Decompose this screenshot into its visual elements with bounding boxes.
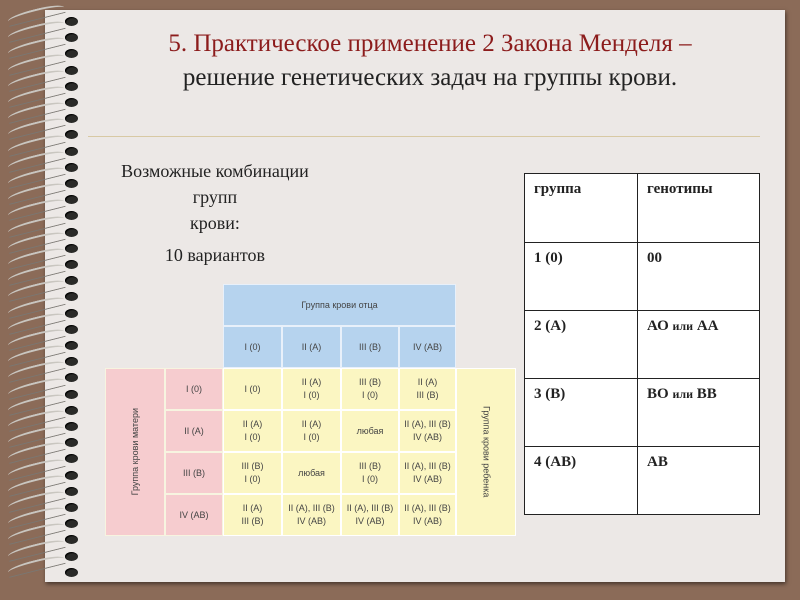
binding-hole [65,49,78,58]
grid-cell-line: I (0) [244,432,261,442]
table-row [525,243,760,311]
grid-cell-line: III (B) [359,377,381,387]
binding-hole [65,147,78,156]
binding-hole [65,568,78,577]
row-genotype [638,243,760,311]
grid-cell-line: I (0) [244,474,261,484]
grid-cell-content [359,460,381,486]
grid-cell-line: II (A) [242,419,263,429]
row-group: 1 (0) [525,243,638,311]
grid-cell-content [242,460,264,486]
grid-cell-content [417,376,439,402]
binding-hole [65,341,78,350]
grid-cell [399,410,456,452]
binding-hole [65,33,78,42]
grid-cell [341,452,399,494]
or-word: или [672,387,693,401]
binding-hole [65,373,78,382]
grid-cell-line: II (A) [301,377,322,387]
binding-hole [65,487,78,496]
grid-cell [223,452,282,494]
grid-cell-line: I (0) [303,432,320,442]
grid-cell-line: любая [298,467,325,478]
grid-cell [399,368,456,410]
grid-cell-content [357,425,384,438]
grid-cell-line: II (A), III (B) [346,503,394,513]
mother-header-cell [105,368,165,536]
father-header: Группа крови отца [223,284,456,326]
binding-hole [65,503,78,512]
grid-cell [223,410,282,452]
grid-cell-line: IV (AB) [296,516,326,526]
binding-hole [65,552,78,561]
binding-hole [65,66,78,75]
header-genotypes: генотипы [638,174,760,243]
spiral-binding [8,16,88,586]
grid-cell-content [242,502,264,528]
grid-cell-line: I (0) [244,383,261,394]
or-word: или [672,319,694,333]
row-genotype [638,311,760,379]
grid-cell [341,368,399,410]
binding-hole [65,422,78,431]
mother-group-1: I (0) [165,368,223,410]
grid-cell-content [298,467,325,480]
binding-hole [65,454,78,463]
binding-hole [65,276,78,285]
grid-cell-line: III (B) [241,516,264,526]
combinations-count: 10 вариантов [164,245,266,265]
grid-cell-line: II (A), III (B) [404,419,451,429]
father-group-2: II (A) [282,326,341,368]
child-header-cell [456,368,516,536]
grid-cell-line: I (0) [361,474,378,484]
mother-group-3: III (B) [165,452,223,494]
binding-hole [65,244,78,253]
combinations-text [100,158,330,268]
mother-group-4: IV (AB) [165,494,223,536]
grid-cell-content [404,502,451,528]
grid-cell [223,368,282,410]
genotype-alt: ВВ [696,386,717,402]
grid-cell-line: IV (AB) [355,516,385,526]
mother-header: Группа крови матери [129,408,140,496]
row-group: 3 (B) [525,379,638,447]
grid-cell-content [302,376,322,402]
father-group-3: III (B) [341,326,399,368]
genotype-value: ВО [647,386,669,402]
combinations-line-2: крови: [190,213,240,233]
combinations-line-1: Возможные комбинации групп [121,161,309,207]
binding-hole [65,535,78,544]
grid-cell-line: II (A) [417,377,438,387]
grid-cell-content [347,502,394,528]
grid-cell-content [288,502,335,528]
grid-cell-line: IV (AB) [412,432,442,442]
binding-hole [65,292,78,301]
grid-cell-line: II (A) [301,419,322,429]
grid-cell [282,494,341,536]
binding-hole [65,260,78,269]
binding-hole [65,211,78,220]
grid-cell-line: II (A) [242,503,263,513]
binding-hole [65,357,78,366]
row-group: 4 (AB) [525,447,638,515]
binding-hole [65,228,78,237]
genotype-value: АО [647,318,669,334]
grid-cell-line: II (A), III (B) [404,461,451,471]
grid-cell-content [244,383,260,396]
grid-cell-line: любая [356,425,384,436]
grid-cell-line: III (B) [416,390,439,400]
binding-hole [65,195,78,204]
binding-hole [65,519,78,528]
grid-cell-content [302,418,322,444]
father-group-4: IV (AB) [399,326,456,368]
grid-cell-line: I (0) [303,390,320,400]
father-group-1: I (0) [223,326,282,368]
title-line-1: 5. Практическое применение 2 Закона Менделя – [168,30,692,57]
grid-cell-content [404,460,451,486]
grid-cell [223,494,282,536]
binding-hole [65,325,78,334]
title-divider [88,136,760,137]
grid-cell [282,410,341,452]
grid-cell [282,368,341,410]
binding-hole [65,163,78,172]
genotype-value: 00 [647,250,662,266]
mother-group-2: II (A) [165,410,223,452]
binding-hole [65,179,78,188]
table-header-row [525,174,760,243]
grid-cell-line: I (0) [361,390,378,400]
spiral-coil [8,567,86,581]
grid-cell-line: IV (AB) [412,516,442,526]
slide-title [100,27,760,95]
binding-hole [65,390,78,399]
grid-cell-line: II (A), III (B) [404,503,451,513]
grid-cell [341,410,399,452]
genotype-value: АВ [647,454,668,470]
grid-cell [341,494,399,536]
title-line-2: решение генетических задач на группы крови. [182,64,678,91]
grid-cell-content [243,418,263,444]
grid-cell-content [404,418,451,444]
grid-cell [399,452,456,494]
grid-cell-line: II (A), III (B) [288,503,335,513]
genotype-alt: АА [696,318,719,334]
table-row [525,311,760,379]
binding-hole [65,17,78,26]
child-header: Группа крови ребенка [481,406,492,498]
table-row [525,379,760,447]
row-genotype [638,379,760,447]
grid-cell-line: IV (AB) [412,474,442,484]
grid-cell-line: III (B) [241,461,264,471]
row-genotype [638,447,760,515]
binding-hole [65,98,78,107]
grid-cell [282,452,341,494]
binding-hole [65,130,78,139]
binding-hole [65,438,78,447]
row-group: 2 (A) [525,311,638,379]
grid-cell-line: III (B) [359,461,381,471]
binding-hole [65,82,78,91]
grid-cell-content [359,376,381,402]
grid-cell [399,494,456,536]
binding-hole [65,471,78,480]
binding-hole [65,114,78,123]
binding-hole [65,309,78,318]
table-row [525,447,760,515]
genotype-table [524,173,760,515]
header-group: группа [525,174,638,243]
binding-hole [65,406,78,415]
